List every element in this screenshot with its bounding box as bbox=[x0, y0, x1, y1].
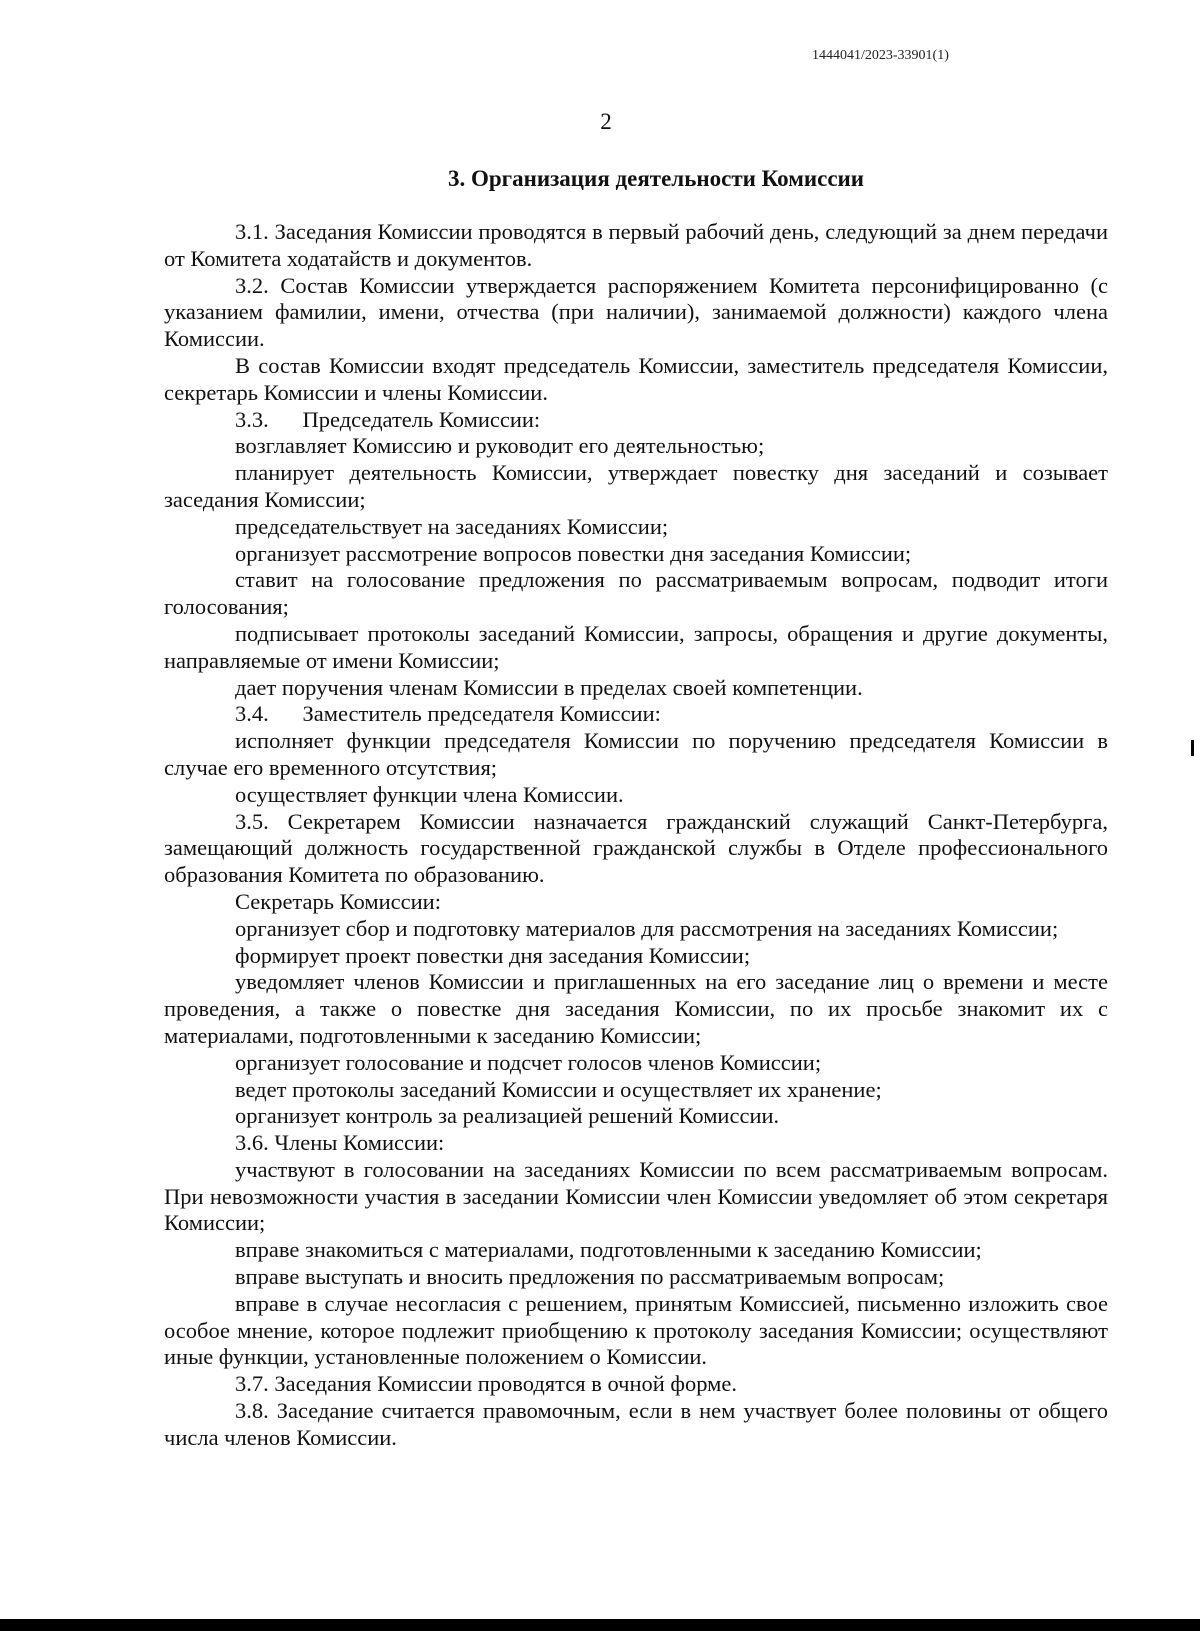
paragraph: организует рассмотрение вопросов повестки дня заседания Комиссии; bbox=[235, 540, 912, 566]
paragraph: ставит на голосование предложения по рассматриваемым вопросам, подводит итоги голосования; bbox=[164, 567, 1108, 620]
paragraph: 3.1. Заседания Комиссии проводятся в первый рабочий день, следующий за днем передачи от Комитета ходатайств и документов. bbox=[164, 219, 1108, 271]
scan-bottom-edge bbox=[0, 1619, 1200, 1631]
paragraph: 3.3. Председатель Комиссии: bbox=[235, 406, 541, 432]
paragraph: 3.4. Заместитель председателя Комиссии: bbox=[235, 701, 661, 727]
scan-edge-mark bbox=[1191, 740, 1194, 756]
paragraph: исполняет функции председателя Комиссии по поручению председателя Комиссии в случае его временного отсутствия; bbox=[164, 728, 1108, 780]
document-body bbox=[164, 219, 1108, 1452]
paragraph: осуществляет функции члена Комиссии. bbox=[235, 781, 624, 807]
paragraph: организует сбор и подготовку материалов для рассмотрения на заседаниях Комиссии; bbox=[235, 915, 1059, 941]
paragraph: возглавляет Комиссию и руководит его деятельностью; bbox=[235, 433, 765, 459]
paragraph: дает поручения членам Комиссии в пределах своей компетенции. bbox=[235, 674, 863, 700]
paragraph: 3.7. Заседания Комиссии проводятся в очной форме. bbox=[235, 1371, 737, 1397]
paragraph: 3.6. Члены Комиссии: bbox=[235, 1130, 445, 1156]
paragraph: организует голосование и подсчет голосов членов Комиссии; bbox=[235, 1049, 822, 1075]
paragraph: формирует проект повестки дня заседания Комиссии; bbox=[235, 942, 751, 968]
paragraph: участвуют в голосовании на заседаниях Комиссии по всем рассматриваемым вопросам. При невозможности участия в заседании Комиссии член Комиссии уведомляет об этом секретаря Комиссии; bbox=[164, 1156, 1108, 1236]
paragraph: организует контроль за реализацией решений Комиссии. bbox=[235, 1103, 780, 1129]
paragraph: вправе в случае несогласия с решением, принятым Комиссией, письменно изложить свое особое мнение, которое подлежит приобщению к протоколу заседания Комиссии; осуществляют иные функции, установленные положением о Комиссии. bbox=[164, 1290, 1108, 1370]
paragraph: 3.2. Состав Комиссии утверждается распоряжением Комитета персонифицированно (с указанием фамилии, имени, отчества (при наличии), занимаемой должности) каждого члена Комиссии. bbox=[164, 272, 1108, 352]
document-number: 1444041/2023-33901(1) bbox=[812, 48, 949, 63]
paragraph: 3.8. Заседание считается правомочным, если в нем участвует более половины от общего числа членов Комиссии. bbox=[164, 1398, 1108, 1450]
page-number: 2 bbox=[600, 109, 612, 134]
paragraph: ведет протоколы заседаний Комиссии и осуществляет их хранение; bbox=[235, 1076, 882, 1102]
paragraph: уведомляет членов Комиссии и приглашенных на его заседание лиц о времени и месте проведения, а также о повестке дня заседания Комиссии, по их просьбе знакомит их с материалами, подготовленными к заседанию Комиссии; bbox=[164, 969, 1108, 1048]
paragraph: подписывает протоколы заседаний Комиссии, запросы, обращения и другие документы, направляемые от имени Комиссии; bbox=[164, 620, 1108, 673]
paragraph: 3.5. Секретарем Комиссии назначается гражданский служащий Санкт-Петербурга, замещающий должность государственной гражданской службы в Отделе профессионального образования Комитета по образованию. bbox=[164, 808, 1108, 888]
paragraph: планирует деятельность Комиссии, утверждает повестку дня заседаний и созывает заседания Комиссии; bbox=[164, 460, 1108, 512]
paragraph: В состав Комиссии входят председатель Комиссии, заместитель председателя Комиссии, секретарь Комиссии и члены Комиссии. bbox=[164, 352, 1108, 405]
paragraph: председательствует на заседаниях Комиссии; bbox=[235, 513, 669, 539]
paragraph: Секретарь Комиссии: bbox=[235, 888, 441, 914]
paragraph: вправе выступать и вносить предложения по рассматриваемым вопросам; bbox=[235, 1264, 945, 1290]
paragraph: вправе знакомиться с материалами, подготовленными к заседанию Комиссии; bbox=[235, 1237, 982, 1263]
section-title: 3. Организация деятельности Комиссии bbox=[447, 166, 865, 191]
